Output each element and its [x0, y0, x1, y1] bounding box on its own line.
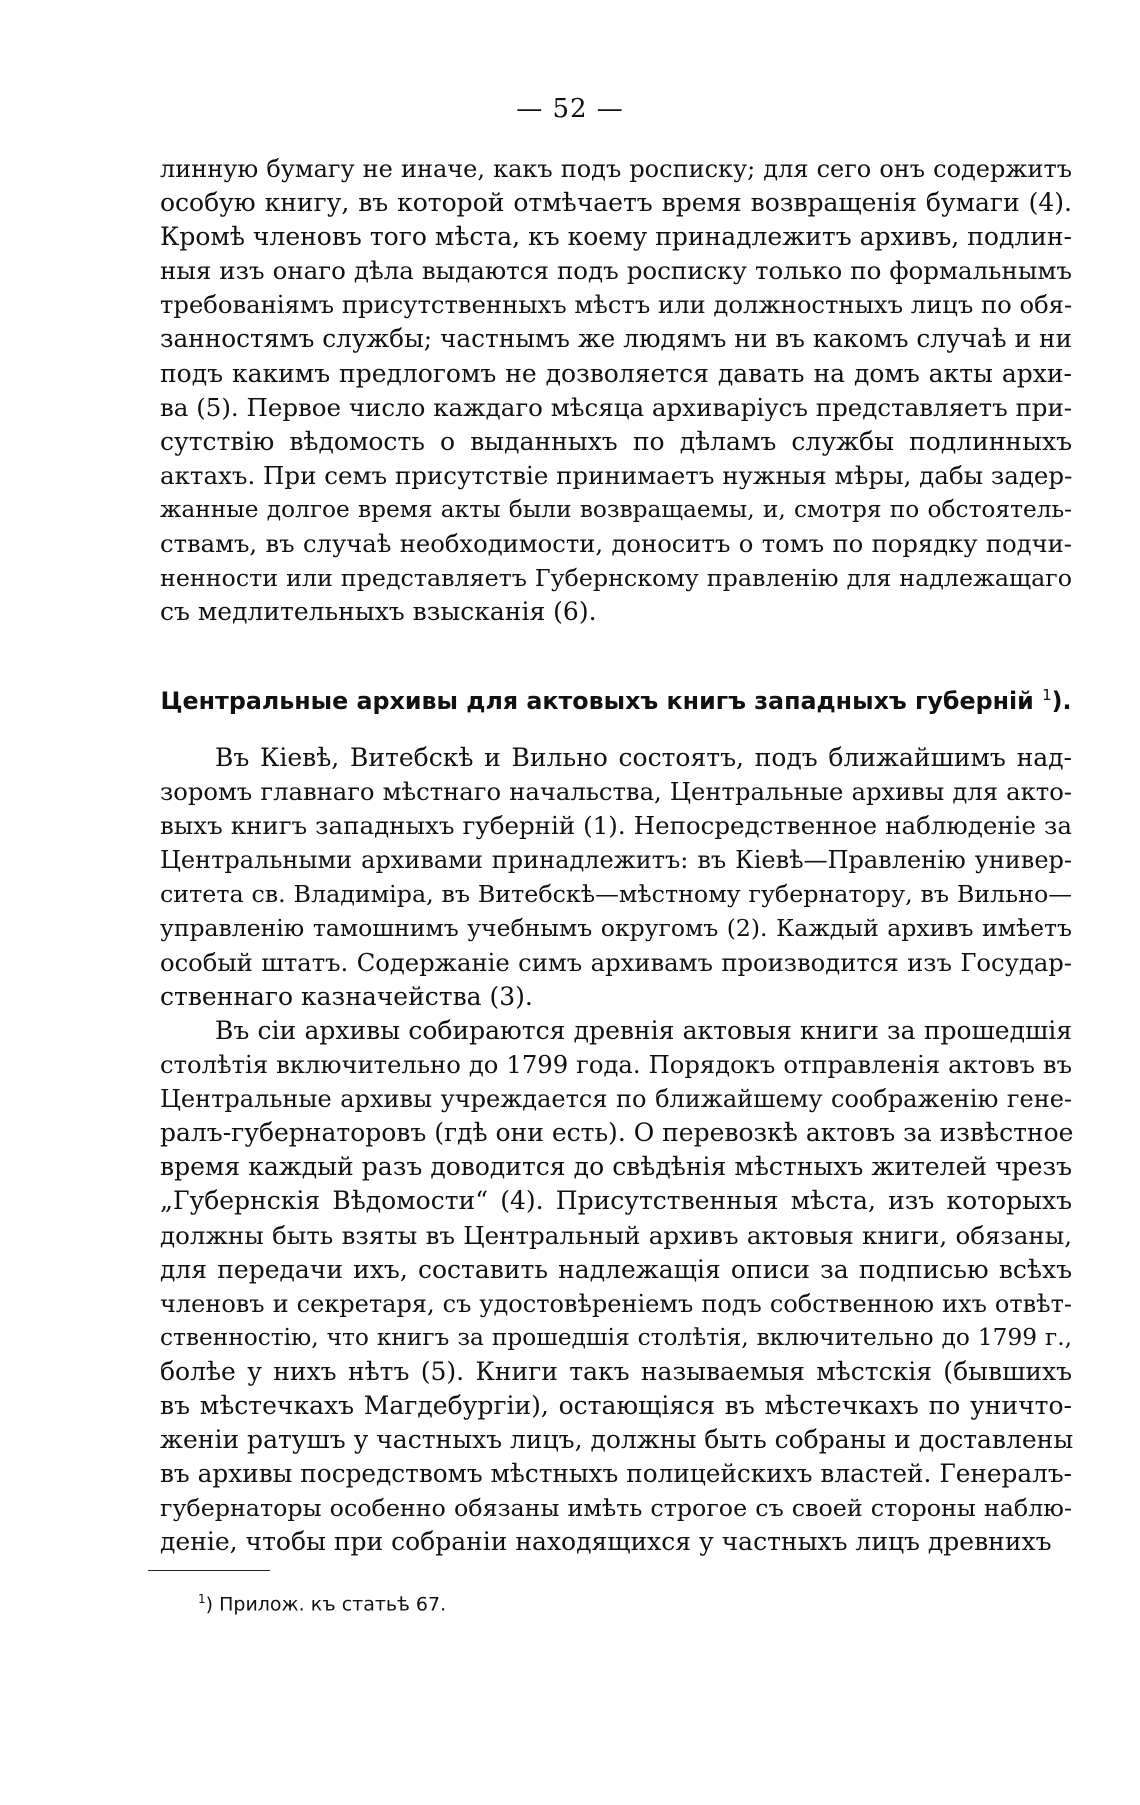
text-line: болѣе у нихъ нѣтъ (5). Книги такъ называемыя мѣстскія (бывшихъ: [160, 1356, 1072, 1386]
text-line: ныя изъ онаго дѣла выдаются подъ росписку только по формальнымъ: [160, 256, 1072, 286]
text-line: Въ сіи архивы собираются древнія актовыя книги за прошедшія: [215, 1016, 1072, 1045]
page-number: — 52 —: [516, 94, 624, 124]
text-line: Центральные архивы учреждается по ближайшему соображенію гене-: [160, 1085, 1072, 1114]
text-line: подъ какимъ предлогомъ не дозволяется давать на домъ акты архи-: [160, 358, 1072, 388]
text-line: съ медлительныхъ взысканія (6).: [160, 597, 597, 627]
text-line: должны быть взяты въ Центральный архивъ актовыя книги, обязаны,: [160, 1220, 1072, 1250]
text-line: губернаторы особенно обязаны имѣть строгое съ своей стороны наблю-: [160, 1494, 1072, 1523]
text-line: жанные долгое время акты были возвращаемы, и, смотря по обстоятель-: [160, 495, 1072, 523]
text-line: Въ Кіевѣ, Витебскѣ и Вильно состоятъ, подъ ближайшимъ над-: [215, 743, 1072, 772]
text-line: ненности или представляетъ Губернскому правленію для надлежащаго: [160, 564, 1072, 593]
text-line: сутствію вѣдомость о выданныхъ по дѣламъ службы подлинныхъ: [160, 426, 1072, 456]
heading-text: Центральные архивы для актовыхъ книгъ западныхъ губерній: [160, 686, 1034, 715]
text-line: въ архивы посредствомъ мѣстныхъ полицейскихъ властей. Генералъ-: [160, 1459, 1072, 1489]
text-line: особую книгу, въ которой отмѣчаетъ время возвращенія бумаги (4).: [160, 188, 1072, 218]
text-line: деніе, чтобы при собраніи находящихся у частныхъ лицъ древнихъ: [160, 1527, 1052, 1557]
section-heading: [160, 678, 1072, 718]
paragraph-collection: [160, 1014, 1072, 1560]
text-line: ствамъ, въ случаѣ необходимости, доноситъ о томъ по порядку подчи-: [160, 529, 1072, 559]
text-line: особый штатъ. Содержаніе симъ архивамъ производится изъ Государ-: [160, 947, 1072, 977]
heading-footnote-mark: 1: [1042, 686, 1052, 704]
text-line: женіи ратушъ у частныхъ лицъ, должны быть собраны и доставлены: [160, 1425, 1074, 1455]
text-line: ва (5). Первое число каждаго мѣсяца архиваріусъ представляетъ при-: [160, 392, 1073, 422]
text-line: ситета св. Владиміра, въ Витебскѣ—мѣстному губернатору, въ Вильно—: [160, 880, 1072, 909]
text-line: выхъ книгъ западныхъ губерній (1). Непосредственное наблюденіе за: [160, 811, 1072, 841]
text-line: для передачи ихъ, составить надлежащія описи за подписью всѣхъ: [160, 1254, 1072, 1284]
footnote-mark: 1: [198, 1592, 206, 1606]
footnote-text: ) Прилож. къ статьѣ 67.: [205, 1593, 447, 1616]
text-line: зоромъ главнаго мѣстнаго начальства, Центральные архивы для акто-: [160, 777, 1072, 807]
paragraph-continuation: [160, 152, 1072, 629]
text-line: требованіямъ присутственныхъ мѣстъ или должностныхъ лицъ по обя-: [160, 290, 1073, 320]
text-line: занностямъ службы; частнымъ же людямъ ни въ какомъ случаѣ и ни: [160, 324, 1072, 354]
text-line: ственностію, что книгъ за прошедшія столѣтія, включительно до 1799 г.,: [160, 1323, 1072, 1351]
text-line: время каждый разъ доводится до свѣдѣнія мѣстныхъ жителей чрезъ: [160, 1152, 1072, 1182]
paragraph-central-archives: [160, 741, 1072, 1014]
heading-closing: ).: [1051, 686, 1072, 715]
text-line: Центральными архивами принадлежитъ: въ Кіевѣ—Правленію универ-: [160, 846, 1072, 875]
text-line: членовъ и секретаря, съ удостовѣреніемъ подъ собственною ихъ отвѣт-: [160, 1289, 1072, 1318]
footnote-divider: [148, 1570, 270, 1571]
footnote: [198, 1587, 446, 1616]
text-line: въ мѣстечкахъ Магдебургіи), остающіяся въ мѣстечкахъ по уничто-: [160, 1391, 1072, 1421]
text-line: столѣтія включительно до 1799 года. Порядокъ отправленія актовъ въ: [160, 1050, 1072, 1080]
text-line: „Губернскія Вѣдомости“ (4). Присутственныя мѣста, изъ которыхъ: [160, 1186, 1072, 1216]
text-line: линную бумагу не иначе, какъ подъ росписку; для сего онъ содержитъ: [160, 155, 1072, 183]
text-line: ралъ-губернаторовъ (гдѣ они есть). О перевозкѣ актовъ за извѣстное: [160, 1118, 1074, 1148]
text-line: ственнаго казначейства (3).: [160, 981, 533, 1011]
text-line: актахъ. При семъ присутствіе принимаетъ нужныя мѣры, дабы задер-: [160, 460, 1073, 490]
text-line: управленію тамошнимъ учебнымъ округомъ (2). Каждый архивъ имѣетъ: [160, 914, 1072, 943]
text-line: Кромѣ членовъ того мѣста, къ коему принадлежитъ архивъ, подлин-: [160, 222, 1072, 252]
